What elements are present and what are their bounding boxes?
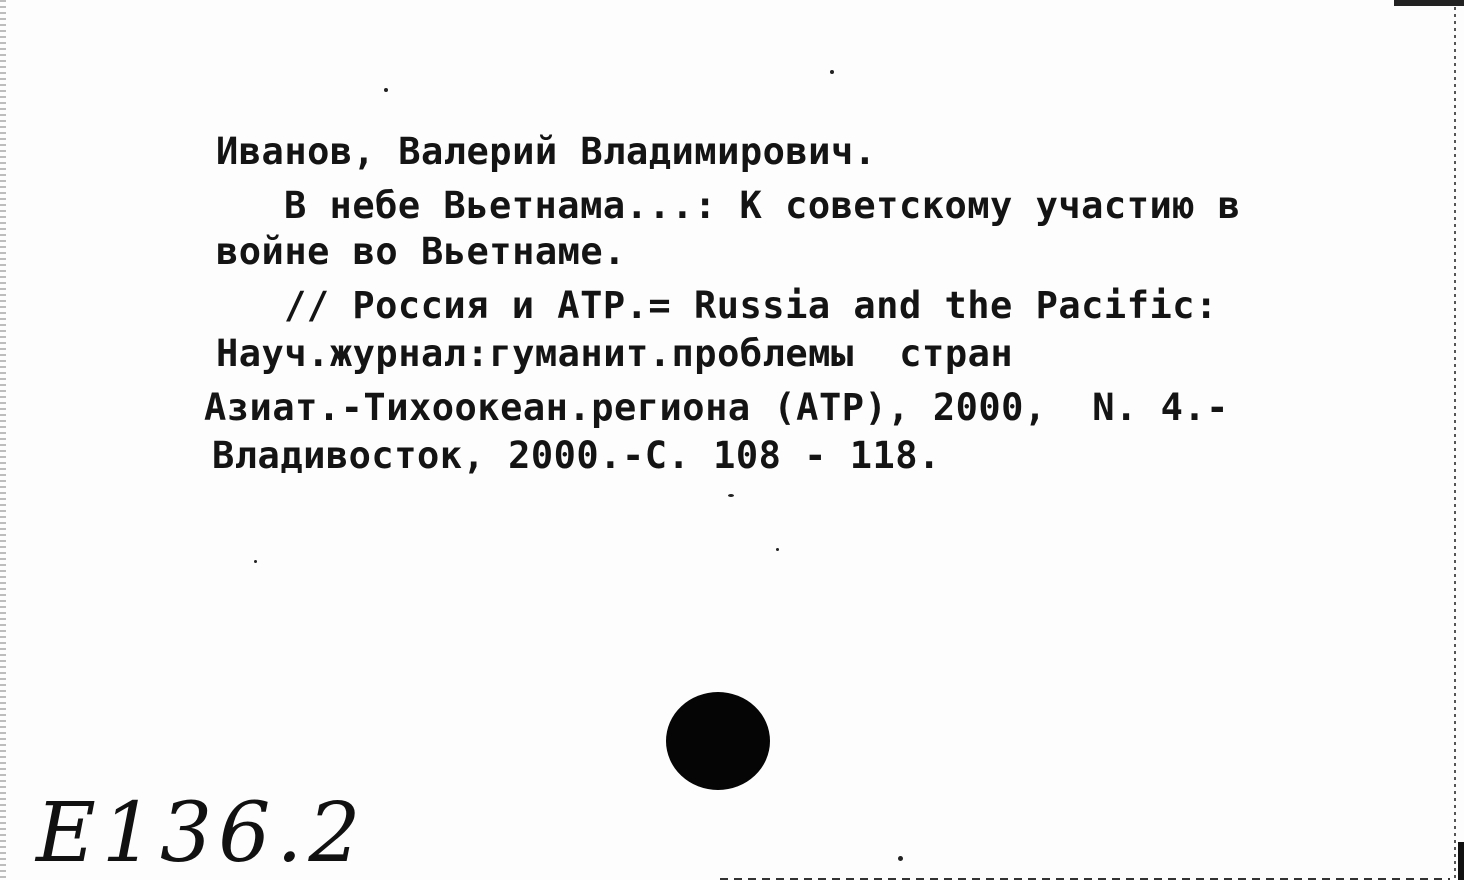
punch-hole <box>666 692 770 790</box>
author-line: Иванов, Валерий Владимирович. <box>216 130 877 173</box>
ink-speck <box>254 560 257 563</box>
ink-speck <box>384 88 388 92</box>
ink-speck <box>830 70 834 74</box>
source-line-1: // Россия и АТР.= Russia and the Pacific: <box>284 284 1218 327</box>
bottom-right-edge-mark <box>1458 842 1464 880</box>
source-line-4: Владивосток, 2000.-С. 108 - 118. <box>212 434 941 477</box>
source-line-3: Азиат.-Тихоокеан.региона (АТР), 2000, N. 4.- <box>204 386 1229 429</box>
title-line-1: В небе Вьетнама...: К советскому участию в <box>284 184 1241 227</box>
ink-speck <box>728 494 734 497</box>
left-edge-noise <box>0 0 6 880</box>
ink-speck <box>898 856 903 861</box>
source-line-2: Науч.журнал:гуманит.проблемы стран <box>216 332 1014 375</box>
right-edge-line <box>1454 0 1456 880</box>
ink-speck <box>776 548 779 551</box>
handwritten-shelf-mark: Е136.2 <box>36 786 367 880</box>
top-right-edge-mark <box>1394 0 1464 6</box>
title-line-2: войне во Вьетнаме. <box>216 230 626 273</box>
